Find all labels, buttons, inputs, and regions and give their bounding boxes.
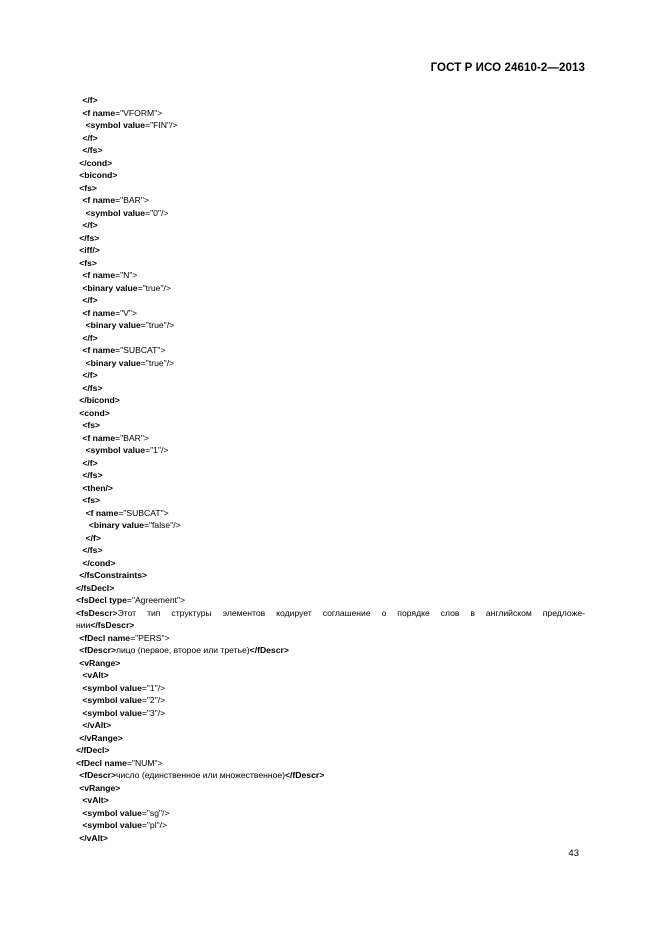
code-value: ="PERS"> (130, 632, 170, 643)
code-tag: </f> (82, 220, 98, 230)
code-tag: <fDecl name (79, 632, 131, 643)
code-tag: </fs> (82, 470, 103, 480)
code-tag: <vAlt> (82, 670, 109, 680)
document-header: ГОСТ Р ИСО 24610-2—2013 (430, 62, 585, 74)
code-tag: </f> (82, 457, 98, 468)
code-tag: </fDecl> (76, 745, 110, 755)
code-tag: <symbol value (82, 695, 142, 705)
code-line (82, 682, 165, 695)
code-tag: <fsDecl type (76, 595, 127, 605)
code-line (82, 494, 100, 507)
code-tag: </vAlt> (82, 720, 112, 730)
code-tag: <f name (82, 345, 116, 355)
code-line (82, 794, 108, 807)
code-tag: <f name (82, 432, 116, 443)
code-line (82, 482, 113, 495)
code-line (79, 257, 97, 270)
code-line (79, 157, 112, 170)
code-value: ="V"> (115, 307, 137, 318)
code-line (82, 719, 111, 732)
code-line (82, 282, 171, 295)
code-line (79, 732, 122, 745)
code-tag: <symbol value (82, 807, 142, 818)
code-tag: <f name (82, 195, 116, 205)
code-tag: </fs> (82, 545, 103, 555)
code-tag: <f name (82, 307, 116, 318)
code-value: ="3"/> (141, 707, 166, 718)
code-tag: <vRange> (79, 657, 121, 668)
code-tag: <symbol value (85, 445, 146, 455)
code-line (82, 94, 97, 107)
code-line (79, 407, 110, 420)
code-tag: <bicond> (79, 170, 118, 180)
code-line (86, 207, 169, 220)
code-value: ="true"/> (140, 357, 175, 368)
code-tag: </fsDescr> (90, 620, 135, 630)
code-line (82, 544, 102, 557)
code-tag: </fs> (79, 232, 100, 243)
code-tag: <symbol value (82, 707, 142, 718)
code-line (82, 194, 149, 207)
code-value: ="1"/> (141, 682, 166, 693)
code-tag: </f> (82, 132, 98, 143)
page-number: 43 (568, 848, 579, 859)
code-tag: </vAlt> (79, 832, 108, 843)
code-tag: </f> (82, 295, 98, 305)
code-tag: </bicond> (79, 395, 120, 405)
code-value: ="N"> (115, 270, 138, 280)
code-line (79, 394, 120, 407)
code-tag: <fDescr> (79, 770, 116, 780)
code-tag: </f> (82, 370, 98, 380)
code-tag: <f name (82, 270, 116, 280)
code-value: ="Agreement"> (126, 595, 186, 605)
code-tag: <symbol value (85, 207, 146, 218)
code-tag: <fs> (79, 182, 97, 193)
code-line (86, 532, 101, 545)
code-line (82, 269, 137, 282)
code-line (86, 319, 175, 332)
code-value: нии (76, 620, 91, 630)
code-tag: <f name (85, 507, 119, 518)
code-tag: <symbol value (82, 682, 142, 693)
code-line (86, 119, 178, 132)
code-value: ="pl"/> (141, 820, 168, 830)
code-tag: </fs> (82, 145, 103, 155)
code-tag: </cond> (79, 157, 113, 168)
code-line (76, 582, 114, 595)
code-tag: <vRange> (79, 782, 121, 793)
code-value: ="2"/> (141, 695, 166, 705)
code-line (79, 169, 117, 182)
code-line (82, 807, 169, 820)
code-tag: </fsDecl> (76, 582, 115, 593)
code-line (76, 757, 163, 770)
code-tag: <fs> (79, 257, 97, 268)
code-line (82, 469, 102, 482)
code-value: ="NUM"> (126, 757, 163, 768)
code-line (82, 819, 167, 832)
code-line (79, 657, 120, 670)
code-tag: <symbol value (85, 120, 146, 130)
code-line (82, 382, 102, 395)
code-value: число (единственное или множественное) (115, 770, 286, 780)
code-tag: <f name (82, 107, 116, 118)
code-value: ="sg"/> (141, 807, 170, 818)
code-line (82, 419, 100, 432)
code-line (82, 557, 115, 570)
code-tag: <binary value (88, 520, 144, 530)
code-tag: <then/> (82, 482, 113, 493)
code-tag: </fDescr> (285, 770, 325, 780)
code-value: ="BAR"> (115, 432, 149, 443)
code-tag: </fsConstraints> (79, 570, 148, 580)
code-line (86, 507, 169, 520)
code-line (86, 357, 175, 370)
code-value: ="0"/> (145, 207, 169, 218)
code-line (82, 132, 97, 145)
code-line (82, 294, 97, 307)
code-line (79, 644, 289, 657)
code-tag: <fDecl name (76, 757, 127, 768)
code-value: Этот тип структуры элементов кодирует соглашение о порядке слов в английском предложе- (117, 607, 585, 618)
code-line (82, 144, 102, 157)
code-tag: </cond> (82, 557, 116, 568)
code-tag: </f> (82, 95, 98, 105)
description-paragraph-line (76, 607, 585, 620)
code-line (79, 832, 108, 845)
code-line (76, 744, 109, 757)
code-tag: </vRange> (79, 732, 123, 743)
code-line (82, 332, 97, 345)
code-line (82, 457, 97, 470)
code-value: ="FIN"/> (145, 120, 178, 130)
code-line (79, 632, 169, 645)
code-line (79, 182, 97, 195)
code-line (82, 369, 97, 382)
code-value: ="VFORM"> (115, 107, 163, 118)
code-line (79, 569, 147, 582)
code-line (79, 782, 120, 795)
code-line (82, 107, 162, 120)
code-tag: <cond> (79, 407, 110, 418)
code-line (76, 594, 185, 607)
description-paragraph-line (76, 619, 585, 632)
code-line (82, 432, 149, 445)
code-tag: <binary value (85, 357, 141, 368)
code-line (82, 669, 108, 682)
code-tag: <binary value (85, 320, 141, 330)
code-line (82, 707, 165, 720)
code-tag: <binary value (82, 282, 138, 293)
code-line (82, 694, 165, 707)
code-line (86, 444, 169, 457)
code-value: ="1"/> (145, 445, 169, 455)
code-tag: </f> (85, 532, 101, 543)
code-tag: <iff/> (79, 245, 100, 255)
code-tag: <vAlt> (82, 795, 109, 805)
code-value: ="true"/> (137, 282, 171, 293)
code-value: ="BAR"> (115, 195, 149, 205)
code-tag: <fs> (82, 495, 101, 505)
code-tag: </f> (82, 332, 98, 343)
code-tag: <fs> (82, 420, 101, 430)
code-value: лицо (первое, второе или третье) (115, 645, 250, 655)
code-tag: <symbol value (82, 820, 142, 830)
code-line (82, 307, 137, 320)
code-line (82, 219, 97, 232)
code-value: ="SUBCAT"> (118, 507, 169, 518)
code-tag: </fs> (82, 382, 103, 393)
code-line (89, 519, 181, 532)
code-line (79, 769, 324, 782)
code-line (79, 244, 100, 257)
code-tag: <fsDescr> (76, 607, 118, 618)
code-tag: <fDescr> (79, 645, 116, 655)
code-tag: </fDescr> (249, 645, 289, 655)
code-line (82, 344, 165, 357)
code-value: ="SUBCAT"> (115, 345, 166, 355)
code-line (79, 232, 99, 245)
code-value: ="true"/> (140, 320, 175, 330)
code-value: ="false"/> (143, 520, 181, 530)
